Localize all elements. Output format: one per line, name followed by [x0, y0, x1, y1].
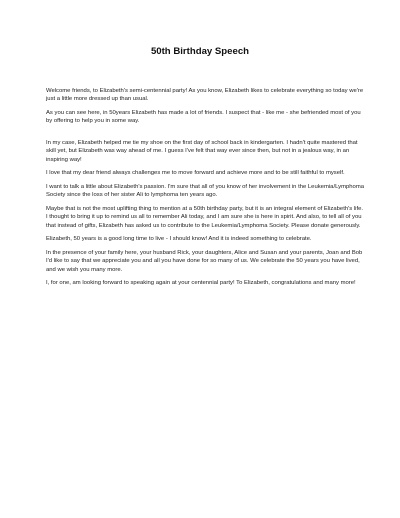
paragraph-family: In the presence of your family here, your husband Rick, your daughters, Alice and Susan and your parents, Joan and Bob I'd like to say that we appreciate you and all you have done for so many of us. We celebrate the 50 years you have lived, and we wish you many more. [46, 250, 363, 273]
paragraph-welcome: Welcome friends, to Elizabeth's semi-centennial party! As you know, Elizabeth likes to celebrate everything so today we're just a little more dressed up than usual. [46, 88, 364, 103]
paragraph-challenges: I love that my dear friend always challenges me to move forward and achieve more and to be still faithful to myself. [46, 170, 345, 177]
paragraph-closing: I, for one, am looking forward to speaking again at your centennial party! To Elizabeth, congratulations and many more! [46, 280, 356, 287]
document-title: 50th Birthday Speech [150, 46, 250, 57]
paragraph-friends: As you can see here, in 50years Elizabeth has made a lot of friends. I suspect that - like me - she befriended most of you by offering to help you in some way. [46, 110, 361, 125]
document-body [46, 87, 364, 293]
paragraph-donation: Maybe that is not the most uplifting thing to mention at a 50th birthday party, but it is an integral element of Elizabeth's life. I thought to bring it up to remind us all to remember Ali today, and I am sure she is here in spirit. And also, to tell all of you that instead of gifts, Elizabeth has asked us to contribute to the Leukemia/Lymphoma Society. Please donate generously. [46, 206, 363, 229]
paragraph-passion: I want to talk a little about Elizabeth's passion. I'm sure that all of you know of her involvement in the Leukemia/Lymphoma Society since the loss of her sister Ali to lymphoma ten years ago. [46, 184, 365, 199]
paragraph-kindergarten: In my case, Elizabeth helped me tie my shoe on the first day of school back in kindergarten. I hadn't quite mastered that skill yet, but Elizabeth was way ahead of me. I guess I've felt that way ever since then, but not in a jealous way, in an inspiring way! [46, 140, 358, 163]
paragraph-fifty-years: Elizabeth, 50 years is a good long time to live - I should know! And it is indeed something to celebrate. [46, 236, 312, 243]
